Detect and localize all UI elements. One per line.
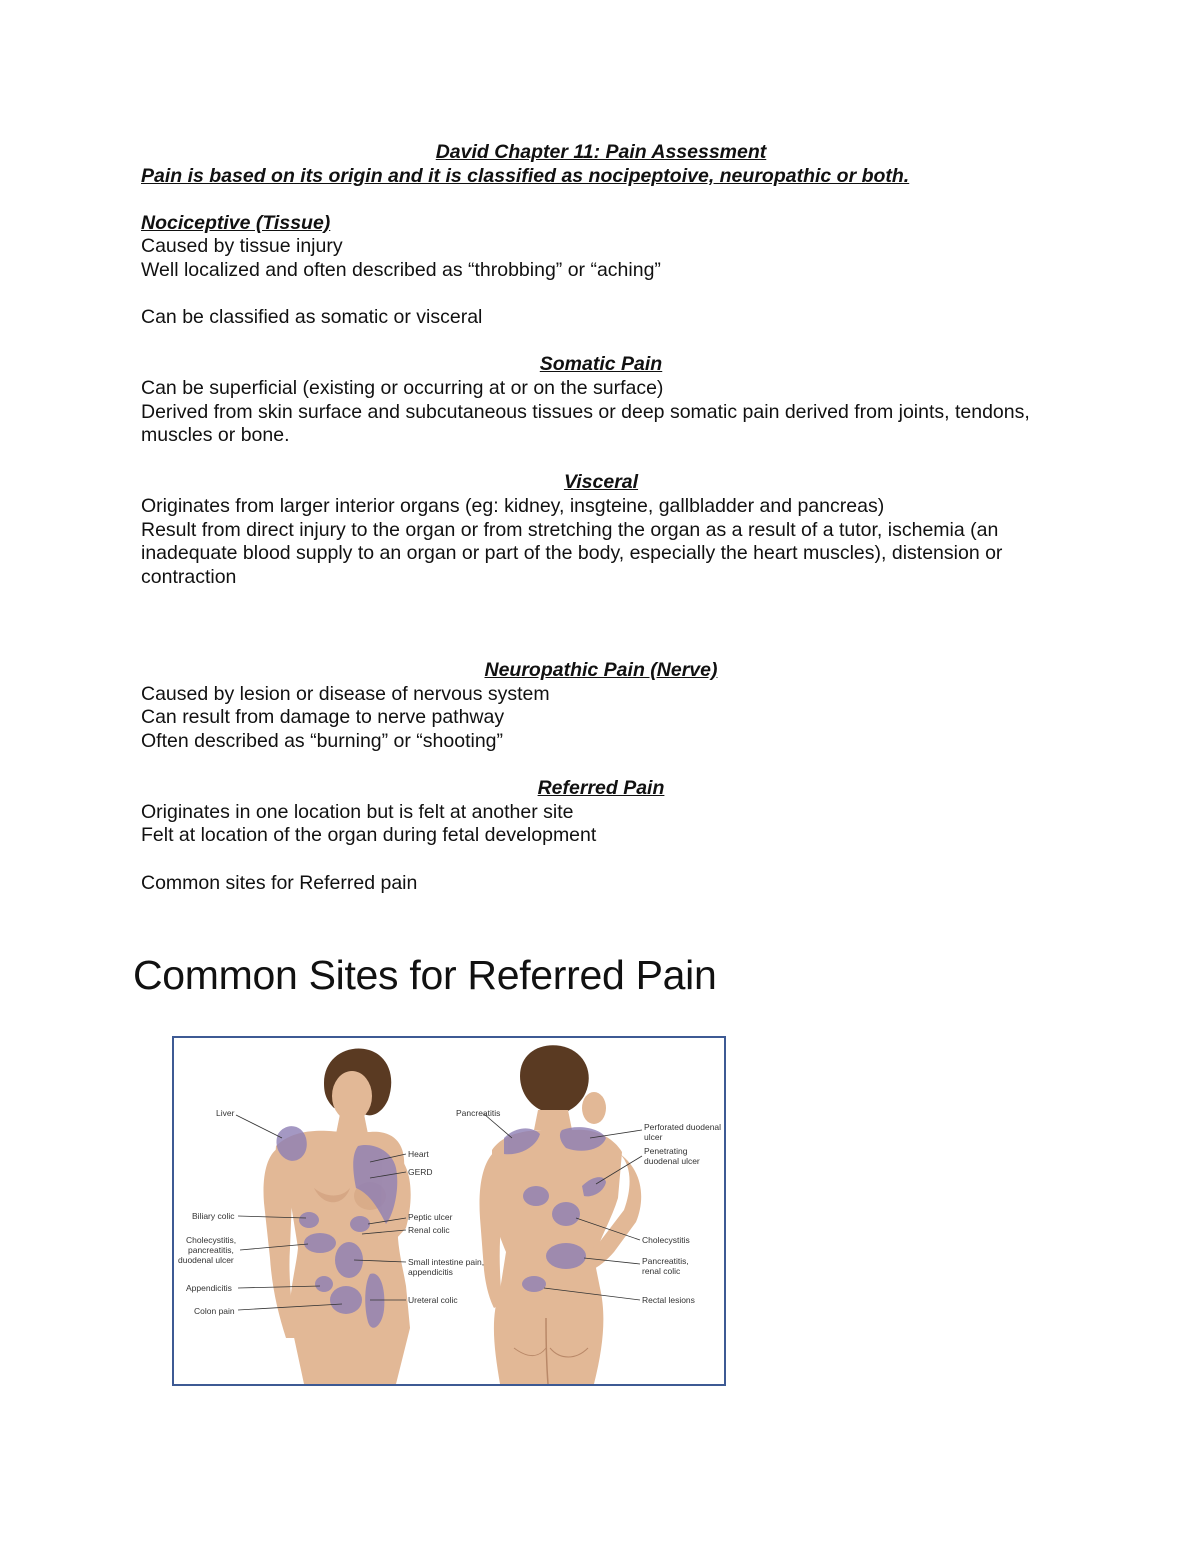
neuropathic-line: Often described as “burning” or “shooting” [141, 730, 504, 753]
referred-heading: Referred Pain [537, 777, 665, 800]
label-pancreatitis-back: Pancreatitis [456, 1108, 501, 1118]
label-renal-colic-back: renal colic [642, 1266, 681, 1276]
nociceptive-line: Well localized and often described as “throbbing” or “aching” [141, 258, 661, 281]
label-small-intestine: Small intestine pain, [408, 1257, 485, 1267]
document-title: David Chapter 11: Pain Assessment [435, 141, 767, 163]
label-renal-colic: Renal colic [408, 1225, 450, 1235]
referred-common-sites: Common sites for Referred pain [141, 871, 418, 894]
label-liver: Liver [216, 1108, 235, 1118]
figure-title: Common Sites for Referred Pain [133, 952, 717, 998]
nociceptive-line: Caused by tissue injury [141, 235, 343, 258]
label-pancreatitis-renal: Pancreatitis, [642, 1256, 689, 1266]
label-penetrating-ulcer: duodenal ulcer [644, 1156, 700, 1166]
label-perforated-duodenal: Perforated duodenal [644, 1122, 722, 1132]
visceral-line: Originates from larger interior organs (eg: kidney, insgteine, gallbladder and pancreas) [141, 494, 885, 517]
label-cholecystitis: Cholecystitis, [186, 1235, 237, 1245]
somatic-line: Derived from skin surface and subcutaneous tissues or deep somatic pain derived from joints, tendons, muscles or bone. [141, 400, 1036, 447]
referred-line: Originates in one location but is felt at another site [141, 800, 574, 823]
label-pancreatitis: pancreatitis, [188, 1245, 234, 1255]
referred-pain-figure [172, 1036, 726, 1386]
referred-line: Felt at location of the organ during fetal development [141, 824, 597, 847]
label-appendicitis: Appendicitis [186, 1283, 232, 1293]
visceral-heading: Visceral [563, 471, 639, 494]
label-peptic-ulcer: Peptic ulcer [408, 1212, 453, 1222]
somatic-heading: Somatic Pain [539, 353, 663, 376]
nociceptive-classified: Can be classified as somatic or visceral [141, 306, 483, 329]
label-ureteral-colic: Ureteral colic [408, 1295, 458, 1305]
neuropathic-line: Caused by lesion or disease of nervous system [141, 682, 550, 705]
document-subtitle: Pain is based on its origin and it is classified as nocipeptoive, neuropathic or both. [141, 164, 910, 187]
neuropathic-line: Can result from damage to nerve pathway [141, 706, 505, 729]
label-duodenal-ulcer: duodenal ulcer [178, 1255, 234, 1265]
label-biliary-colic: Biliary colic [192, 1211, 235, 1221]
back-body-figure [480, 1045, 642, 1384]
nociceptive-heading: Nociceptive (Tissue) [141, 211, 331, 234]
label-appendicitis-2: appendicitis [408, 1267, 453, 1277]
label-heart: Heart [408, 1149, 429, 1159]
label-perforated-ulcer: ulcer [644, 1132, 663, 1142]
visceral-line: Result from direct injury to the organ or from stretching the organ as a result of a tutor, ischemia (an inadequate blood supply to an organ or part of the body, especially the heart muscles), distension or contraction [141, 518, 1008, 588]
document-body [141, 141, 1061, 895]
front-body-figure [264, 1048, 411, 1384]
label-gerd: GERD [408, 1167, 433, 1177]
somatic-line: Can be superficial (existing or occurring at or on the surface) [141, 376, 664, 399]
label-cholecystitis-back: Cholecystitis [642, 1235, 690, 1245]
label-penetrating: Penetrating [644, 1146, 688, 1156]
referred-pain-illustration [174, 1038, 724, 1384]
label-rectal-lesions: Rectal lesions [642, 1295, 695, 1305]
neuropathic-heading: Neuropathic Pain (Nerve) [484, 659, 718, 682]
label-colon-pain: Colon pain [194, 1306, 235, 1316]
